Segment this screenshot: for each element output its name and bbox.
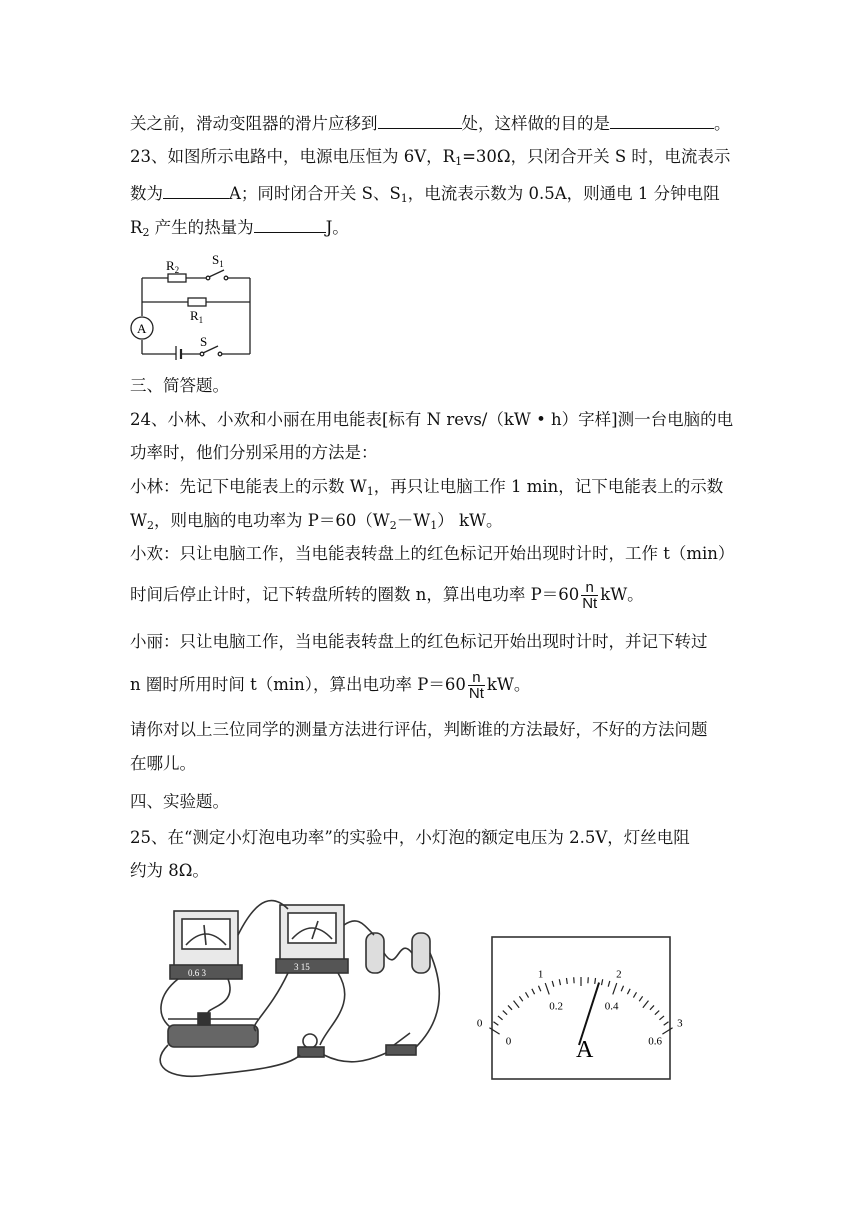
q24-ask-line-2: 在哪儿。 <box>130 754 196 773</box>
inner-scale-label: 0.2 <box>549 1000 563 1013</box>
q23-line-2: 数为 A；同时闭合开关 S、$S_1$，电流表示数为 0.5A，则通电 1 分钟电阻 <box>130 180 720 206</box>
section-title-3: 三、简答题。 <box>130 376 229 395</box>
q24-li-line-2: n 圈时所用时间 t（min），算出电功率 P＝60 $\frac{n}{Nt}$ kW。 <box>130 669 531 702</box>
scale-tick <box>566 978 567 984</box>
outer-scale-label: 2 <box>616 968 622 981</box>
ammeter-terminals: 0.6 3 <box>188 968 206 978</box>
label-ammeter: A <box>137 321 147 336</box>
answer-blank[interactable] <box>163 180 229 199</box>
inner-scale-label: 0.6 <box>648 1035 662 1048</box>
q24-huan-line-2: 时间后停止计时，记下转盘所转的圈数 n，算出电功率 P＝60 $\frac{n}{Nt}$ kW。 <box>130 579 644 612</box>
label-s: S <box>200 334 208 349</box>
section-title-4: 四、实验题。 <box>130 792 229 811</box>
fraction: $\frac{n}{Nt}$ <box>468 669 484 702</box>
q24-lin-line-2: $W_2$，则电脑的电功率为 $P=60(W_2-W_1)$ kW。 <box>130 511 503 532</box>
q23-line-1: 23、如图所示电路中，电源电压恒为 6V，$R_1=30\Omega$，只闭合开关 S 时，电流表示 <box>130 147 731 168</box>
q24-line-2: 功率时，他们分别采用的方法是： <box>130 443 378 462</box>
outer-scale-label: 1 <box>537 968 544 981</box>
answer-blank[interactable] <box>378 110 462 129</box>
label-r2: $R_2$ <box>166 258 180 275</box>
q22-tail-line: 关之前，滑动变阻器的滑片应移到 处，这样做的目的是 。 <box>130 110 731 136</box>
answer-blank[interactable] <box>254 214 326 233</box>
outer-scale-label: 0 <box>476 1017 483 1030</box>
apparatus-figure <box>148 895 708 1085</box>
q24-ask-line-1: 请你对以上三位同学的测量方法进行评估，判断谁的方法最好，不好的方法问题 <box>130 720 708 739</box>
q24-line-1: 24、小林、小欢和小丽在用电能表[标有 N revs/（kW • h）字样]测一台电脑的电 <box>130 410 734 429</box>
voltmeter-terminals: 3 15 <box>294 962 310 972</box>
scale-tick <box>595 978 596 984</box>
label-r1: $R_1$ <box>190 308 204 325</box>
q25-line-2: 约为 8Ω。 <box>130 861 209 880</box>
q23-line-3: $R_2$ 产生的热量为 J。 <box>130 214 349 240</box>
circuit-diagram <box>126 248 266 360</box>
q25-line-1: 25、在“测定小灯泡电功率”的实验中，小灯泡的额定电压为 2.5V，灯丝电阻 <box>130 828 690 847</box>
answer-blank[interactable] <box>610 110 714 129</box>
inner-scale-label: 0 <box>505 1035 512 1048</box>
outer-scale-label: 3 <box>677 1017 683 1030</box>
label-s1: $S_1$ <box>212 252 224 269</box>
fraction: $\frac{n}{Nt}$ <box>582 579 598 612</box>
meter-unit: A <box>576 1037 594 1063</box>
q24-li-line-1: 小丽：只让电脑工作，当电能表转盘上的红色标记开始出现时计时，并记下转过 <box>130 632 708 651</box>
q24-huan-line-1: 小欢：只让电脑工作，当电能表转盘上的红色标记开始出现时计时，工作 t（min） <box>130 544 735 563</box>
q24-lin-line-1: 小林：先记下电能表上的示数 $W_1$，再只让电脑工作 1 min，记下电能表上的示数 <box>130 477 724 498</box>
inner-scale-label: 0.4 <box>604 1000 619 1013</box>
